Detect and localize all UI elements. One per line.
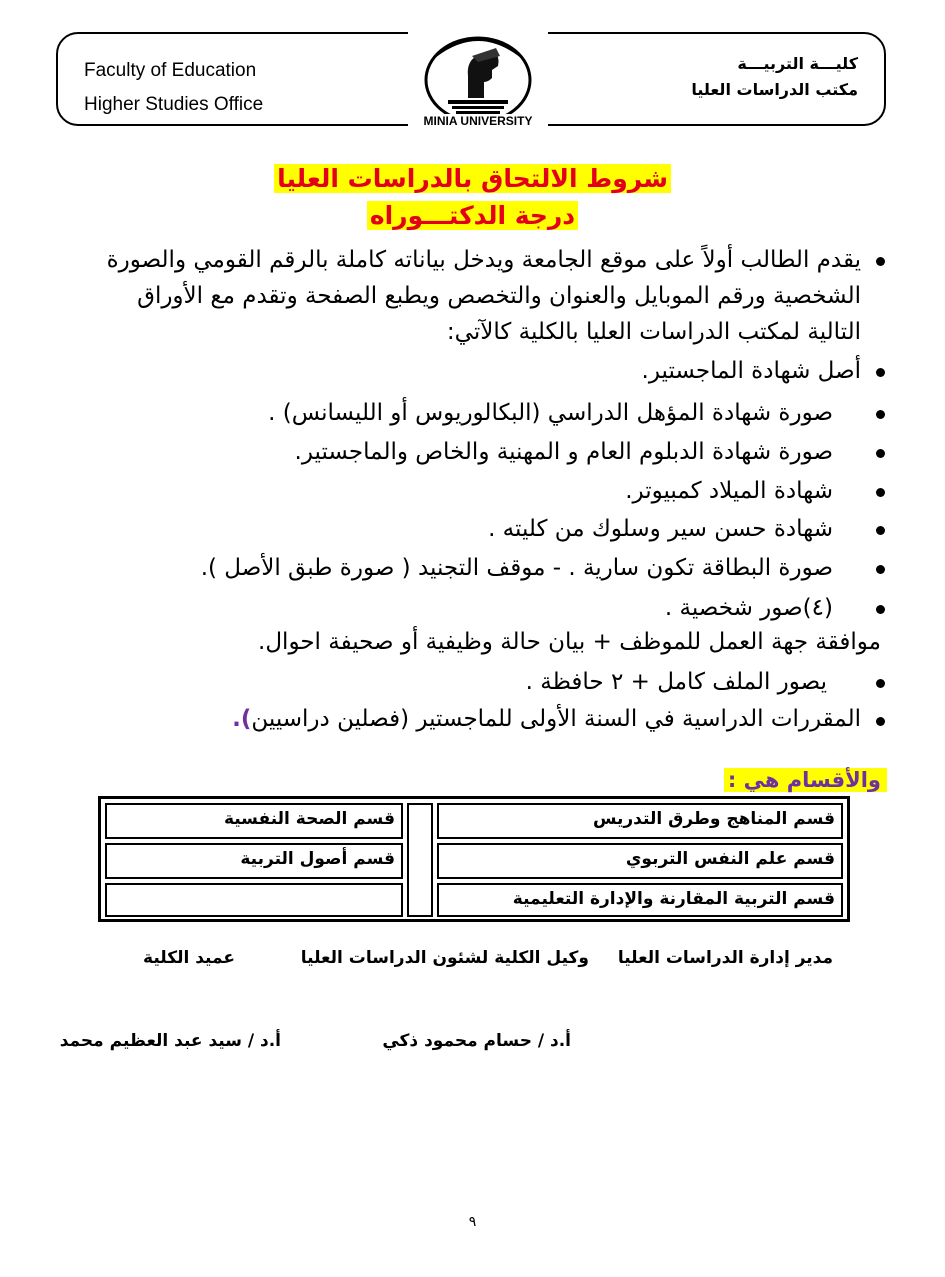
bullet-point xyxy=(876,717,885,726)
departments-heading xyxy=(724,765,887,795)
office-name-ar: مكتب الدراسات العليا xyxy=(691,80,858,99)
list-item: شهادة الميلاد كمبيوتر. xyxy=(625,478,833,504)
list-item: موافقة جهة العمل للموظف + بيان حالة وظيفية أو صحيفة احوال. xyxy=(258,629,881,655)
courses-text: المقررات الدراسية في السنة الأولى للماجستير (فصلين دراسيين xyxy=(251,706,861,732)
list-item: صورة البطاقة تكون سارية . - موقف التجنيد ( صورة طبق الأصل ). xyxy=(200,555,833,581)
table-cell: قسم أصول التربية xyxy=(105,843,403,879)
list-item: صورة شهادة الدبلوم العام و المهنية والخاص والماجستير. xyxy=(294,439,833,465)
document-subtitle xyxy=(0,199,945,233)
university-logo xyxy=(408,26,548,138)
table-cell: قسم المناهج وطرق التدريس xyxy=(437,803,843,839)
departments-table xyxy=(98,796,850,922)
bullet-point xyxy=(876,257,885,266)
table-cell: قسم علم النفس التربوي xyxy=(437,843,843,879)
bullet-point xyxy=(876,605,885,614)
bullet-point xyxy=(876,565,885,574)
list-item: يصور الملف كامل + ٢ حافظة . xyxy=(525,669,827,695)
table-cell: قسم الصحة النفسية xyxy=(105,803,403,839)
list-item: أصل شهادة الماجستير. xyxy=(641,358,861,384)
bullet-point xyxy=(876,449,885,458)
faculty-name-en: Faculty of Education xyxy=(84,60,257,81)
departments-label: والأقسام هي : xyxy=(724,768,887,792)
signature-name-vice-dean: أ.د / حسام محمود ذكي xyxy=(382,1031,571,1051)
signature-name-dean: أ.د / سيد عبد العظيم محمد xyxy=(59,1031,281,1051)
bullet-point xyxy=(876,488,885,497)
faculty-name-ar: كليـــة التربيـــة xyxy=(737,54,858,73)
page-number: ٩ xyxy=(468,1214,477,1230)
list-item: شهادة حسن سير وسلوك من كليته . xyxy=(488,516,833,542)
document-title xyxy=(0,162,945,196)
list-item: صورة شهادة المؤهل الدراسي (البكالوريوس أو الليسانس) . xyxy=(268,400,833,426)
bullet-point xyxy=(876,368,885,377)
intro-line-3: التالية لمكتب الدراسات العليا بالكلية كالآتي: xyxy=(446,319,861,345)
bullet-point xyxy=(876,410,885,419)
intro-line-1: يقدم الطالب أولاً على موقع الجامعة ويدخل بياناته كاملة بالرقم القومي والصورة xyxy=(106,247,861,273)
closing-paren: ). xyxy=(232,706,252,732)
table-cell xyxy=(105,883,403,917)
signature-title-vice-dean: وكيل الكلية لشئون الدراسات العليا xyxy=(300,948,589,968)
bullet-point xyxy=(876,526,885,535)
title-line-2: درجة الدكتـــوراه xyxy=(367,201,578,230)
bullet-point xyxy=(876,679,885,688)
table-spacer-cell xyxy=(407,803,433,917)
signature-title-dean: عميد الكلية xyxy=(143,948,235,968)
list-item: (٤)صور شخصية . xyxy=(664,595,833,621)
table-cell: قسم التربية المقارنة والإدارة التعليمية xyxy=(437,883,843,917)
office-name-en: Higher Studies Office xyxy=(84,94,264,115)
intro-line-2: الشخصية ورقم الموبايل والعنوان والتخصص ويطبع الصفحة وتقدم مع الأوراق xyxy=(137,283,861,309)
logo-caption: MINIA UNIVERSITY xyxy=(408,114,548,128)
letterhead xyxy=(56,32,886,126)
title-line-1: شروط الالتحاق بالدراسات العليا xyxy=(274,164,671,193)
list-item xyxy=(232,701,861,737)
signature-title-hs-director: مدير إدارة الدراسات العليا xyxy=(617,948,833,968)
